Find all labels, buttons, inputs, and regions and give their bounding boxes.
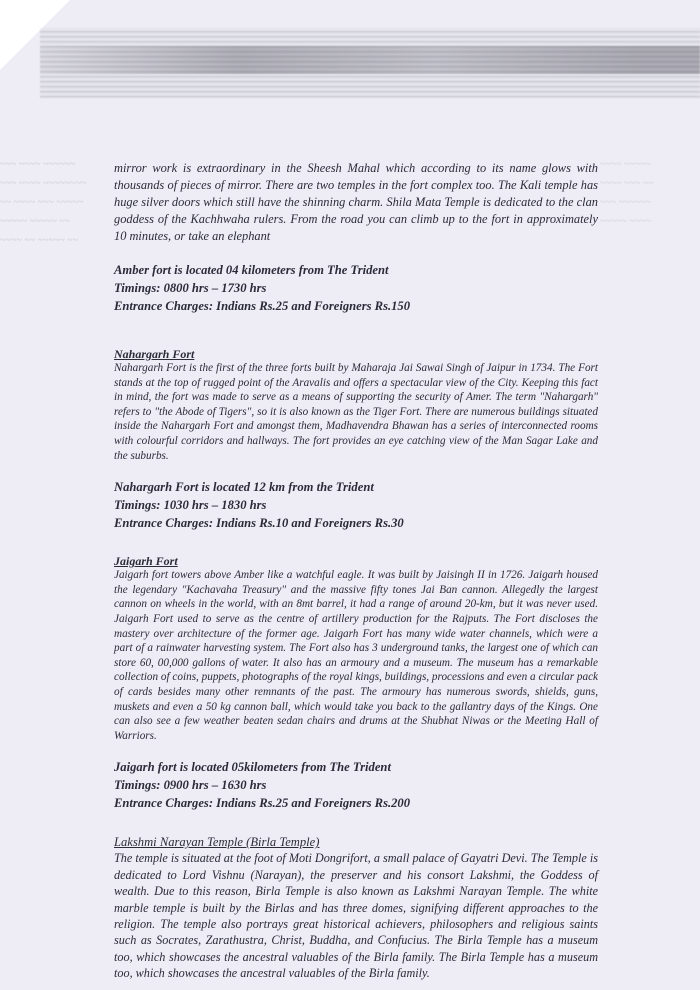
jaigarh-timings: Timings: 0900 hrs – 1630 hrs [114, 778, 267, 793]
jaigarh-charges: Entrance Charges: Indians Rs.25 and Foreigners Rs.200 [114, 796, 411, 811]
amber-location: Amber fort is located 04 kilometers from The Trident [114, 263, 389, 277]
bleed-through-text-left: ~~~ ~~~~ ~~~~~~ ~~~ ~~~~ ~~~~~~~~ ~~ ~~~~ ~~~ ~~~~~ ~~~~~ ~~~~~ ~~ ~~~~ ~~ ~~~~~ ~~ [0, 159, 87, 246]
amber-charges: Entrance Charges: Indians Rs.25 and Foreigners Rs.150 [114, 299, 411, 313]
amber-intro-paragraph: mirror work is extraordinary in the Sheesh Mahal which according to its name glows with thousands of pieces of mirror. There are two temples in the fort complex too. The Kali temple has huge silver doors which still have the shinning charm. Shila Mata Temple is dedicated to the clan goddess of the Kachhwaha rulers. From the road you can climb up to the fort in approximately 10 minutes, or take an elephant [114, 161, 598, 243]
birla-temple-paragraph: The temple is situated at the foot of Moti Dongrifort, a small palace of Gayatri Devi. The Temple is dedicated to Lord Vishnu (Narayan), the preserver and his consort Lakshmi, the Goddess of wealth. Due to this reason, Birla Temple is also known as Lakshmi Narayan Temple. The white marble temple is built by the Birlas and has three domes, signifying different approaches to the religion. The temple also portrays great historical achievers, philosophers and religious saints such as Socrates, Zarathustra, Christ, Buddha, and Confucius. The Birla Temple has a museum too, which showcases the ancestral valuables of the Birla family. The Birla Temple has a museum too, which showcases the ancestral valuables of the Birla family. [114, 851, 598, 981]
nahargarh-paragraph: Nahargarh Fort is the first of the three forts built by Maharaja Jai Sawai Singh of Jaipur in 1734. The Fort stands at the top of rugged point of the Aravalis and offers a spectacular view of the City. Keeping this fact in mind, the fort was made to serve as a means of supporting the security of Amer. The term "Nahargarh" refers to "the Abode of Tigers", so it is also known as the Tiger Fort. There are numerous buildings situated inside the Nahargarh Fort and amongst them, Madhavendra Bhawan has a series of interconnected rooms with colourful corridors and hallways. The fort provides an eye catching view of the Man Sagar Lake and the suburbs. [114, 362, 598, 462]
birla-temple-heading: Lakshmi Narayan Temple (Birla Temple) [114, 835, 320, 850]
document-body [114, 160, 598, 982]
nahargarh-fort-info [114, 478, 598, 532]
nahargarh-timings: Timings: 1030 hrs – 1830 hrs [114, 498, 267, 513]
jaigarh-location: Jaigarh fort is located 05kilometers from The Trident [114, 760, 391, 775]
jaigarh-fort-info [114, 758, 598, 812]
nahargarh-location: Nahargarh Fort is located 12 km from the Trident [114, 480, 374, 495]
scan-artifact-band [40, 28, 700, 98]
nahargarh-heading: Nahargarh Fort [114, 347, 195, 361]
nahargarh-charges: Entrance Charges: Indians Rs.10 and Foreigners Rs.30 [114, 516, 404, 531]
jaigarh-heading: Jaigarh Fort [114, 554, 178, 569]
jaigarh-paragraph: Jaigarh fort towers above Amber like a watchful eagle. It was built by Jaisingh II in 1726. Jaigarh housed the legendary "Kachavaha Treasury" and the massive fifty tones Jai Ban cannon. Allegedly the largest cannon on wheels in the world, with an 8mt barrel, it had a range of around 20-km, but it was never used. Jaigarh Fort used to serve as the centre of artillery production for the Rajputs. The Fort discloses the mastery over architecture of the former age. Jaigarh Fort has many wide water channels, which were a part of a rainwater harvesting system. The Fort also has 3 underground tanks, the largest one of which can store 60, 00,000 gallons of water. It also has an armoury and a museum. The museum has a remarkable collection of coins, puppets, photographs of the royal kings, buildings, processions and even a circular pack of cards besides many other remnants of the past. The armoury has numerous swords, shields, guns, muskets and even a 50 kg cannon ball, which would take you back to the gallantry days of the Kings. One can also see a few weather beaten sedan chairs and drums at the Shubhat Niwas or the Meeting Hall of Warriors. [114, 569, 598, 742]
amber-timings: Timings: 0800 hrs – 1730 hrs [114, 281, 267, 295]
amber-fort-info [114, 261, 598, 315]
bleed-through-text-right: ~~~~ ~~~~~ ~~~~ ~~~ ~~ ~~~ ~~~~~~ ~~~~~ ~~~~ [600, 159, 654, 227]
